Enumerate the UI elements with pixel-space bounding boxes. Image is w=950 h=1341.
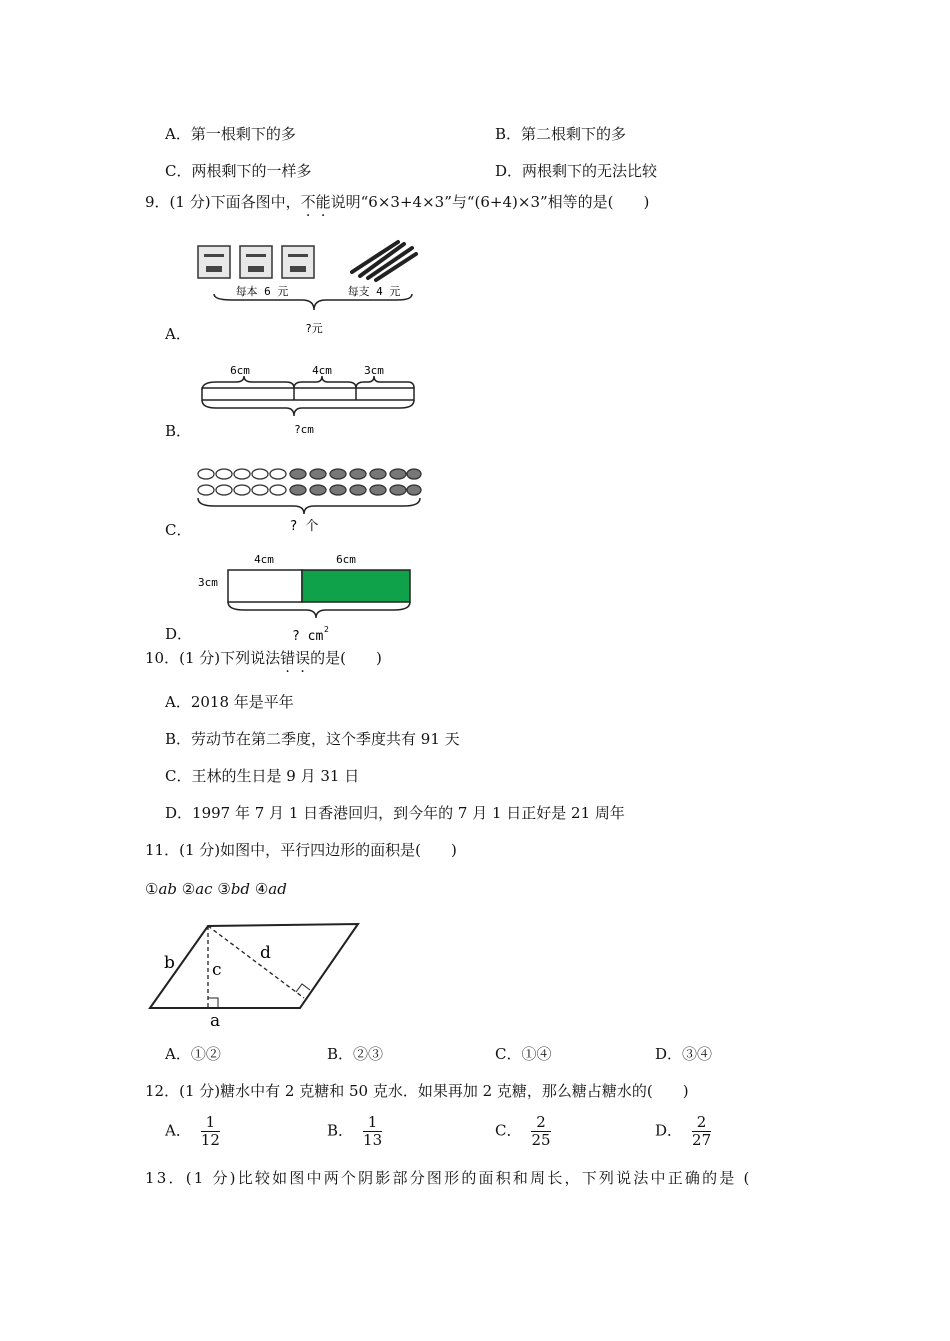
q9-figure-a (192, 238, 432, 338)
q10-option-a: A．2018 年是平年 (165, 693, 294, 711)
q8-option-b: B．第二根剩下的多 (495, 125, 627, 143)
q11-parallelogram-figure (140, 918, 370, 1033)
fig-d-h: 3cm (198, 576, 218, 589)
q9-figure-b (196, 360, 426, 440)
q12-stem: 12．(1 分)糖水中有 2 克糖和 50 克水．如果再加 2 克糖，那么糖占糖水的( ) (145, 1082, 689, 1100)
q9-figb-label: B． (165, 422, 192, 440)
fig-c-total: ? 个 (289, 519, 319, 534)
q12-option-c: C． $\frac{2}{25}$ (495, 1113, 551, 1149)
q8-option-c: C．两根剩下的一样多 (165, 162, 312, 180)
pen-icon (352, 242, 416, 280)
q8-option-a: A．第一根剩下的多 (165, 125, 296, 143)
q12-option-b: B． $\frac{1}{13}$ (327, 1113, 383, 1149)
q11-option-a: A．①② (165, 1045, 221, 1063)
q10-option-b: B．劳动节在第二季度，这个季度共有 91 天 (165, 730, 460, 748)
q11-choices: ①ab ②ac ③bd ④ad (145, 880, 287, 898)
fig-a-left-note: 每本 6 元 (235, 285, 289, 298)
label-b: b (164, 953, 175, 973)
fig-b-seg2: 4cm (312, 364, 332, 377)
notebook-icon (198, 246, 314, 278)
fig-a-total: ?元 (305, 322, 323, 335)
fig-b-seg3: 3cm (364, 364, 384, 377)
label-c: c (212, 960, 222, 980)
fig-d-sup: 2 (324, 625, 329, 634)
fig-d-total: ? cm (292, 629, 324, 644)
q9-stem: 9．(1 分)下面各图中，不能说明“6×3+4×3”与“(6+4)×3”相等的是( ) (145, 193, 650, 211)
q8-option-d: D．两根剩下的无法比较 (495, 162, 658, 180)
fig-d-w1: 4cm (254, 553, 274, 566)
q13-stem: 13．(1 分)比较如图中两个阴影部分图形的面积和周长，下列说法中正确的是 ( (145, 1169, 752, 1187)
q12-option-a: A． $\frac{1}{12}$ (165, 1113, 220, 1149)
fig-b-seg1: 6cm (230, 364, 250, 377)
q11-option-c: C．①④ (495, 1045, 552, 1063)
q11-stem: 11．(1 分)如图中，平行四边形的面积是( ) (145, 841, 457, 859)
q9-figd-label: D． (165, 625, 193, 643)
q12-option-d: D． $\frac{2}{27}$ (655, 1113, 712, 1149)
q10-option-c: C．王林的生日是 9 月 31 日 (165, 767, 360, 785)
q9-figure-c (194, 462, 424, 542)
fig-d-w2: 6cm (336, 553, 356, 566)
fig-a-right-note: 每支 4 元 (347, 285, 401, 298)
label-a: a (210, 1011, 221, 1031)
q10-stem: 10．(1 分)下列说法错误的是( ) (145, 649, 382, 667)
fig-b-total: ?cm (294, 423, 314, 436)
q10-option-d: D．1997 年 7 月 1 日香港回归，到今年的 7 月 1 日正好是 21 周年 (165, 804, 625, 822)
q9-figc-label: C． (165, 521, 192, 539)
label-d: d (260, 943, 271, 963)
q9-figa-label: A． (165, 325, 191, 343)
fig-d-shaded-rect (302, 570, 410, 602)
q9-figure-d (194, 550, 424, 648)
q11-option-d: D．③④ (655, 1045, 713, 1063)
q11-option-b: B．②③ (327, 1045, 384, 1063)
